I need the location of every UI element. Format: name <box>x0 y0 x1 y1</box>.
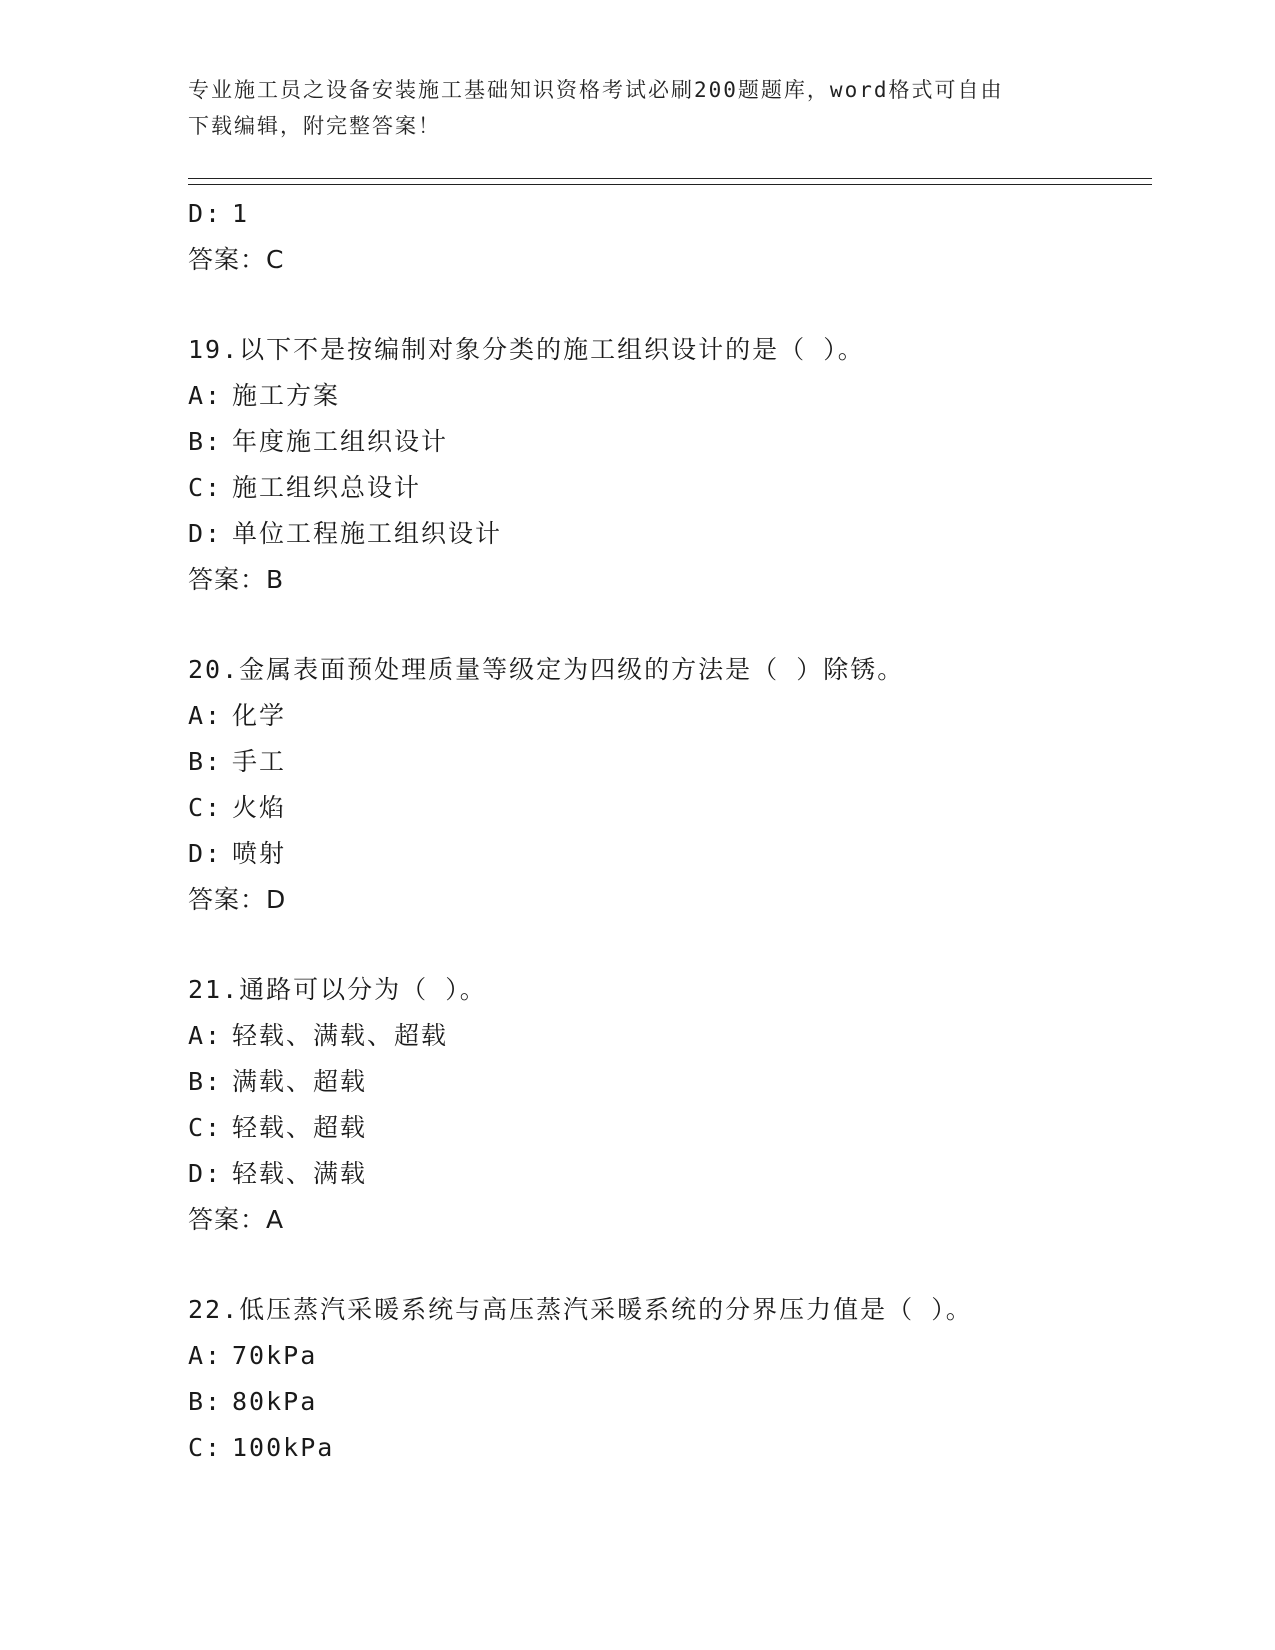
option-label: D: <box>188 1159 223 1188</box>
question-stem: 19.以下不是按编制对象分类的施工组织设计的是（ ）。 <box>188 335 865 364</box>
header-divider-top <box>188 178 1152 179</box>
option-text: 80kPa <box>232 1387 318 1416</box>
spacer <box>188 923 1152 967</box>
option-label: B: <box>188 1067 223 1096</box>
document-header <box>188 72 1078 144</box>
answer-line: 答案：B <box>188 565 285 594</box>
option-label: D: <box>188 199 223 228</box>
question-list <box>188 191 1152 1471</box>
option-c <box>188 785 1152 831</box>
option-a <box>188 373 1152 419</box>
option-label: A: <box>188 381 223 410</box>
option-text: 单位工程施工组织设计 <box>232 519 503 548</box>
option-label: B: <box>188 747 223 776</box>
option-label: D: <box>188 519 223 548</box>
answer-line: 答案：C <box>188 245 285 274</box>
spacer <box>188 1243 1152 1287</box>
question-block <box>188 647 1152 923</box>
option-d <box>188 511 1152 557</box>
question-block <box>188 327 1152 603</box>
option-text: 70kPa <box>232 1341 318 1370</box>
option-label: C: <box>188 473 223 502</box>
option-b <box>188 1059 1152 1105</box>
option-label: A: <box>188 701 223 730</box>
option-text: 手工 <box>232 747 287 776</box>
option-c <box>188 1425 1152 1471</box>
option-label: C: <box>188 1433 223 1462</box>
option-text: 施工方案 <box>232 381 341 410</box>
option-label: A: <box>188 1341 223 1370</box>
option-b <box>188 419 1152 465</box>
option-text: 施工组织总设计 <box>232 473 422 502</box>
question-stem: 20.金属表面预处理质量等级定为四级的方法是（ ）除锈。 <box>188 655 905 684</box>
option-text: 火焰 <box>232 793 287 822</box>
option-d <box>188 1151 1152 1197</box>
option-text: 轻载、满载、超载 <box>232 1021 449 1050</box>
option-text: 满载、超载 <box>232 1067 368 1096</box>
option-b <box>188 739 1152 785</box>
option-d <box>188 191 1152 237</box>
option-c <box>188 465 1152 511</box>
header-divider-bottom <box>188 184 1152 185</box>
option-text: 轻载、满载 <box>232 1159 368 1188</box>
question-stem: 21.通路可以分为（ ）。 <box>188 975 487 1004</box>
option-d <box>188 831 1152 877</box>
option-b <box>188 1379 1152 1425</box>
answer-line: 答案：A <box>188 1205 285 1234</box>
header-title-line-2: 下载编辑，附完整答案！ <box>188 114 441 138</box>
header-title-line-1: 专业施工员之设备安装施工基础知识资格考试必刷200题题库，word格式可自由 <box>188 78 1004 102</box>
option-label: D: <box>188 839 223 868</box>
option-label: A: <box>188 1021 223 1050</box>
option-c <box>188 1105 1152 1151</box>
option-label: B: <box>188 1387 223 1416</box>
option-a <box>188 1013 1152 1059</box>
question-block <box>188 1287 1152 1471</box>
question-stem: 22.低压蒸汽采暖系统与高压蒸汽采暖系统的分界压力值是（ ）。 <box>188 1295 973 1324</box>
option-label: B: <box>188 427 223 456</box>
option-label: C: <box>188 793 223 822</box>
option-text: 1 <box>232 199 250 228</box>
option-a <box>188 1333 1152 1379</box>
answer-line: 答案：D <box>188 885 287 914</box>
spacer <box>188 603 1152 647</box>
option-label: C: <box>188 1113 223 1142</box>
question-block <box>188 967 1152 1243</box>
option-a <box>188 693 1152 739</box>
spacer <box>188 283 1152 327</box>
option-text: 化学 <box>232 701 287 730</box>
option-text: 100kPa <box>232 1433 335 1462</box>
option-text: 年度施工组织设计 <box>232 427 449 456</box>
option-text: 喷射 <box>232 839 287 868</box>
option-text: 轻载、超载 <box>232 1113 368 1142</box>
